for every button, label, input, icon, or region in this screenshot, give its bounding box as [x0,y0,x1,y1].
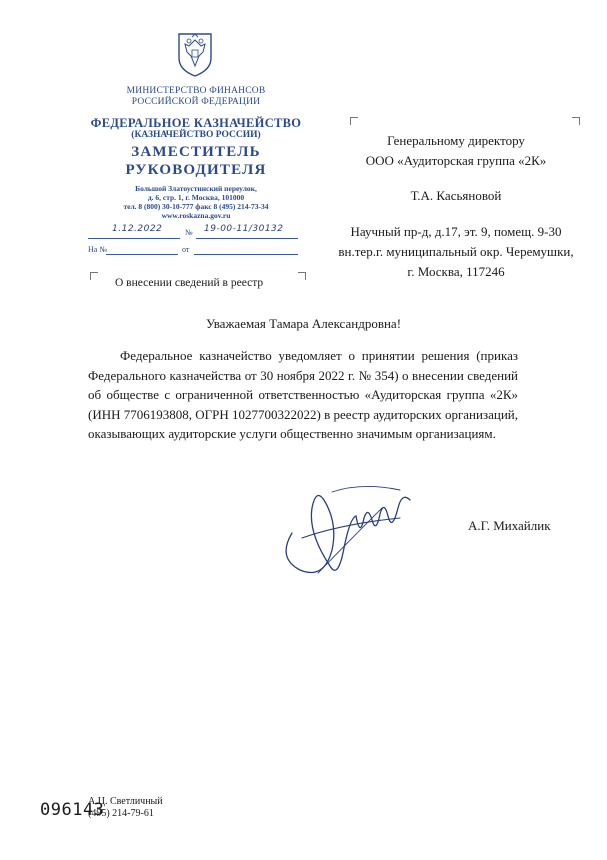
ref-from-underline [194,254,298,255]
letter-body: Федеральное казначейство уведомляет о принятии решения (приказ Федерального казначейства от 30 ноября 2022 г. № 354) о внесении сведений об обществе с ограниченной ответственностью «Аудиторская группа «2К» (ИНН 7706193808, ОГРН 1027700322022) в реестр аудиторских организаций, оказывающих аудиторские услуги общественно значимым организациям. [88,348,518,441]
recipient-name: Т.А. Касьяновой [410,188,502,203]
executor-name: А.Ц. Светличный [88,796,163,807]
subject-corner-right [298,272,306,280]
recipient-address-3: г. Москва, 117246 [407,264,505,279]
subject-corner-left [90,272,98,280]
ministry-line-2: РОССИЙСКОЙ ФЕДЕРАЦИИ [131,97,261,107]
executor-phone: (495) 214-79-61 [88,808,154,819]
recipient-address-2: вн.тер.г. муниципальный окр. Черемушки, [338,244,574,259]
website: www.roskazna.gov.ru [161,211,231,220]
signer-name: А.Г. Михайлик [468,518,551,533]
address-line-2: д. 6, стр. 1, г. Москва, 101000 [147,193,245,202]
coat-of-arms-emblem [175,30,215,78]
greeting: Уважаемая Тамара Александровна! [205,316,402,331]
date-underline [88,238,180,239]
position-line-1: ЗАМЕСТИТЕЛЬ [131,144,261,160]
recipient-corner-right [572,117,580,125]
ref-from-label: от [182,245,190,254]
recipient-address-1: Научный пр-д, д.17, эт. 9, помещ. 9-30 [350,224,562,239]
address-line-1: Большой Златоустинский переулок, [135,184,257,193]
document-number: 096143 [40,800,105,820]
recipient-company: ООО «Аудиторская группа «2К» [365,153,547,168]
number-label: № [185,228,193,237]
address-line-3: тел. 8 (800) 30-10-777 факс 8 (495) 214-73-34 [123,202,269,211]
ministry-line-1: МИНИСТЕРСТВО ФИНАНСОВ [126,86,266,96]
ref-on-underline [106,254,178,255]
recipient-corner-left [350,117,358,125]
agency-short-name: (КАЗНАЧЕЙСТВО РОССИИ) [131,130,261,140]
recipient-title: Генеральному директору [387,133,525,148]
agency-name: ФЕДЕРАЛЬНОЕ КАЗНАЧЕЙСТВО [90,116,302,130]
handwritten-signature [272,478,422,588]
ref-on-label: На № [88,245,107,254]
number-underline [196,238,298,239]
registration-date: 1.12.2022 [112,224,163,234]
subject-line: О внесении сведений в реестр [115,277,264,289]
position-line-2: РУКОВОДИТЕЛЯ [125,162,267,178]
registration-number: 19-00-11/30132 [204,224,284,234]
